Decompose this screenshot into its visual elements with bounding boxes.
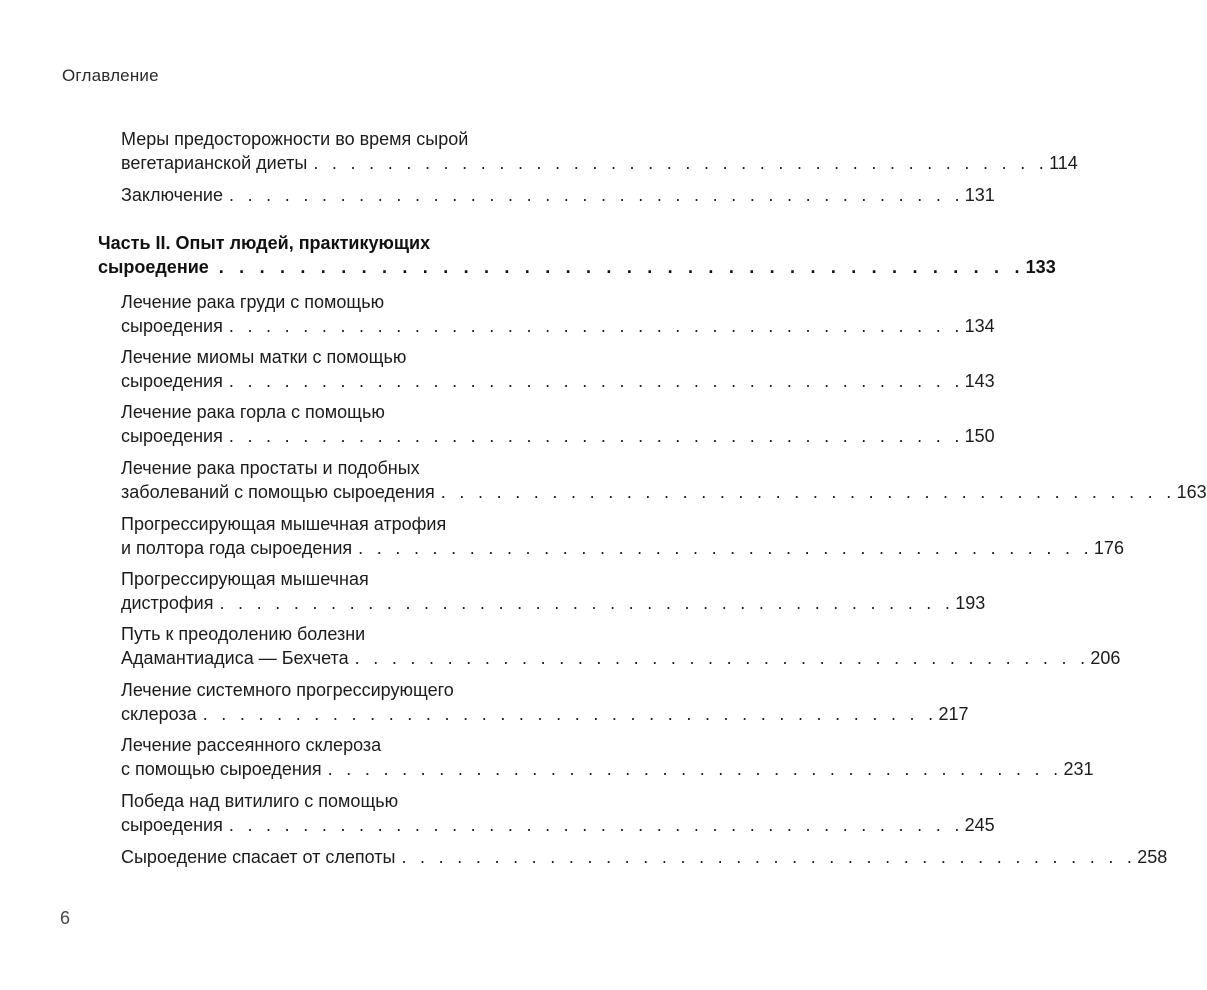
toc-page-number: 206: [1090, 648, 1121, 668]
dot-leader: . . . . . . . . . . . . . . . . . . . . . . . . . . . . . . . . . . . . . . . .: [354, 648, 1090, 668]
toc-entry-title-line: сыроедения: [121, 371, 223, 391]
toc-entry: [121, 290, 995, 338]
toc-entry: [121, 127, 1078, 175]
toc-page-number: 150: [964, 426, 995, 446]
toc-page-number: 193: [955, 593, 986, 613]
toc-entry-title-line: Адамантиадиса — Бехчета: [121, 648, 349, 668]
dot-leader: . . . . . . . . . . . . . . . . . . . . . . . . . . . . . . . . . . . . . . . .: [218, 257, 1025, 277]
toc-entry: [121, 512, 1124, 560]
toc-entry-title-line: заболеваний с помощью сыроедения: [121, 482, 435, 502]
page-number-folio: 6: [60, 908, 71, 928]
toc-entry-title-line: сыроедение: [98, 257, 209, 277]
dot-leader: . . . . . . . . . . . . . . . . . . . . . . . . . . . . . . . . . . . . . . . .: [228, 426, 964, 446]
toc-entry-title-line: сыроедения: [121, 316, 223, 336]
toc-entry: [121, 622, 1121, 670]
dot-leader: . . . . . . . . . . . . . . . . . . . . . . . . . . . . . . . . . . . . . . . .: [401, 847, 1137, 867]
dot-leader: . . . . . . . . . . . . . . . . . . . . . . . . . . . . . . . . . . . . . . . .: [228, 185, 964, 205]
toc-page-number: 176: [1093, 538, 1124, 558]
toc-entry-title-line: Лечение рака груди с помощью: [121, 292, 385, 312]
toc-part-heading: [98, 231, 1056, 279]
toc-entry-title-line: Лечение системного прогрессирующего: [121, 680, 454, 700]
dot-leader: . . . . . . . . . . . . . . . . . . . . . . . . . . . . . . . . . . . . . . . .: [358, 538, 1093, 558]
toc-entry-title-line: Лечение рассеянного склероза: [121, 735, 382, 755]
toc-entry-title-line: Лечение рака простаты и подобных: [121, 458, 420, 478]
toc-entry: [121, 345, 995, 393]
toc-page-number: 133: [1025, 257, 1056, 277]
toc-entry-title-line: Сыроедение спасает от слепоты: [121, 847, 396, 867]
dot-leader: . . . . . . . . . . . . . . . . . . . . . . . . . . . . . . . . . . . . . . . .: [202, 704, 938, 724]
toc-entry: [121, 789, 995, 837]
toc-entry-title-line: Прогрессирующая мышечная атрофия: [121, 514, 447, 534]
dot-leader: . . . . . . . . . . . . . . . . . . . . . . . . . . . . . . . . . . . . . . . .: [440, 482, 1176, 502]
toc-entry-title-line: Меры предосторожности во время сырой: [121, 129, 469, 149]
toc-entry: [121, 567, 986, 615]
toc-entry-title-line: Лечение рака горла с помощью: [121, 402, 385, 422]
toc-entry: [121, 400, 995, 448]
toc-entry: [121, 183, 995, 207]
dot-leader: . . . . . . . . . . . . . . . . . . . . . . . . . . . . . . . . . . . . . . . .: [228, 371, 964, 391]
toc-entry-title-line: Заключение: [121, 185, 223, 205]
toc-entry-title-line: Часть II. Опыт людей, практикующих: [98, 233, 431, 253]
toc-page-number: 217: [938, 704, 969, 724]
dot-leader: . . . . . . . . . . . . . . . . . . . . . . . . . . . . . . . . . . . . . . . .: [313, 153, 1049, 173]
toc-entry-title-line: вегетарианской диеты: [121, 153, 308, 173]
toc-entry-title-line: Победа над витилиго с помощью: [121, 791, 399, 811]
toc-entry-title-line: сыроедения: [121, 815, 223, 835]
toc-entry-title-line: Путь к преодолению болезни: [121, 624, 366, 644]
toc-page-number: 114: [1049, 153, 1078, 173]
toc-entry: [121, 733, 1094, 781]
dot-leader: . . . . . . . . . . . . . . . . . . . . . . . . . . . . . . . . . . . . . . . .: [327, 759, 1063, 779]
dot-leader: . . . . . . . . . . . . . . . . . . . . . . . . . . . . . . . . . . . . . . . .: [228, 316, 964, 336]
toc-page-number: 231: [1063, 759, 1094, 779]
toc-page-number: 131: [964, 185, 995, 205]
toc-entry-title-line: Прогрессирующая мышечная: [121, 569, 369, 589]
running-head: Оглавление: [62, 66, 159, 85]
toc-page-number: 143: [964, 371, 995, 391]
toc-entry: [121, 456, 1207, 504]
toc-entry-title-line: дистрофия: [121, 593, 214, 613]
toc-page-number: 258: [1137, 847, 1168, 867]
toc-entry-title-line: и полтора года сыроедения: [121, 538, 353, 558]
toc-entry-title-line: Лечение миомы матки с помощью: [121, 347, 407, 367]
dot-leader: . . . . . . . . . . . . . . . . . . . . . . . . . . . . . . . . . . . . . . . .: [219, 593, 955, 613]
toc-entry: [121, 845, 1168, 869]
toc-page-number: 245: [964, 815, 995, 835]
toc-page-number: 163: [1176, 482, 1207, 502]
dot-leader: . . . . . . . . . . . . . . . . . . . . . . . . . . . . . . . . . . . . . . . .: [228, 815, 964, 835]
toc-entry-title-line: сыроедения: [121, 426, 223, 446]
toc-entry-title-line: склероза: [121, 704, 197, 724]
toc-page-number: 134: [964, 316, 995, 336]
toc-entry: [121, 678, 969, 726]
toc-entry-title-line: с помощью сыроедения: [121, 759, 322, 779]
